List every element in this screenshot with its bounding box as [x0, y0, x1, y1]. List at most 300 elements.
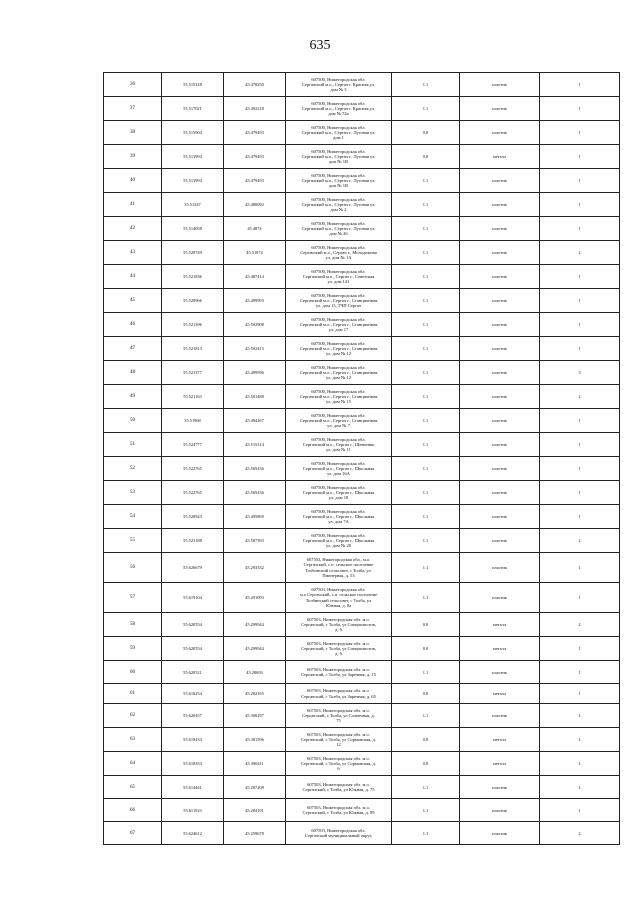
- table-row: [104, 121, 620, 145]
- latitude-cell: 55.528749: [162, 241, 224, 265]
- address-cell: [286, 505, 392, 529]
- row-number-cell: 51: [104, 433, 162, 457]
- longitude-cell: 45.299944: [224, 613, 286, 637]
- count-cell: 1: [540, 481, 620, 505]
- area-cell: 1.1: [392, 241, 460, 265]
- count-cell: 1: [540, 121, 620, 145]
- address-line: ул. дом 141: [327, 279, 350, 285]
- material-cell: пластик: [460, 481, 540, 505]
- address-line: 607500, Нижегородская обл.: [311, 244, 366, 250]
- latitude-cell: 55.619104: [162, 583, 224, 613]
- row-number-cell: 39: [104, 145, 162, 169]
- address-line: 607500, Нижегородская обл.: [311, 364, 366, 370]
- address-line: 607500, Нижегородская обл.: [311, 412, 366, 418]
- address-line: 607500, Нижегородская обл.: [311, 484, 366, 490]
- count-cell: 1: [540, 637, 620, 661]
- count-cell: 1: [540, 313, 620, 337]
- latitude-cell: 55.618353: [162, 752, 224, 776]
- latitude-cell: 55.522765: [162, 481, 224, 505]
- count-cell: 1: [540, 553, 620, 583]
- area-cell: 1.1: [392, 433, 460, 457]
- table-row: [104, 457, 620, 481]
- address-cell: [286, 433, 392, 457]
- longitude-cell: 45.301596: [224, 728, 286, 752]
- address-line: 607500, Нижегородская обл.: [311, 172, 366, 178]
- address-line: 607500, Нижегородская обл.: [311, 340, 366, 346]
- table-row: [104, 385, 620, 409]
- latitude-cell: 55.611923: [162, 799, 224, 822]
- table-row: [104, 337, 620, 361]
- address-cell: [286, 385, 392, 409]
- latitude-cell: 55.619433: [162, 728, 224, 752]
- address-line: Сергачский, с Толба, ул Солнечная, д.: [302, 712, 375, 718]
- address-line: Сергачский м.о., Сергач г., Советская: [302, 273, 375, 279]
- table-row: [104, 481, 620, 505]
- material-cell: металл: [460, 752, 540, 776]
- longitude-cell: 45.479493: [224, 169, 286, 193]
- area-cell: 0.8: [392, 121, 460, 145]
- material-cell: пластик: [460, 505, 540, 529]
- address-line: 607500, Нижегородская обл.: [311, 124, 366, 130]
- area-cell: 1.1: [392, 313, 460, 337]
- area-cell: 1.1: [392, 583, 460, 613]
- count-cell: 1: [540, 752, 620, 776]
- address-cell: [286, 409, 392, 433]
- longitude-cell: 45.4874: [224, 217, 286, 241]
- row-number-cell: 46: [104, 313, 162, 337]
- address-line: ул. дом 16А: [327, 471, 350, 477]
- latitude-cell: 55.523188: [162, 529, 224, 553]
- table-row: [104, 637, 620, 661]
- material-cell: металл: [460, 728, 540, 752]
- address-line: дом № 3: [330, 87, 347, 93]
- table-row: [104, 799, 620, 822]
- longitude-cell: 45.505436: [224, 481, 286, 505]
- address-line: Сергачский м.о., Сергач г., Школьная: [302, 537, 375, 543]
- latitude-cell: 55.522765: [162, 457, 224, 481]
- address-line: Южная, д. 8а: [325, 602, 352, 608]
- address-cell: [286, 481, 392, 505]
- table-row: [104, 409, 620, 433]
- material-cell: пластик: [460, 313, 540, 337]
- address-line: ул. дом 13, ТЧП Сергач: [315, 303, 361, 309]
- table-row: [104, 661, 620, 684]
- count-cell: 1: [540, 505, 620, 529]
- count-cell: 2: [540, 385, 620, 409]
- material-cell: пластик: [460, 385, 540, 409]
- area-cell: 0.8: [392, 728, 460, 752]
- area-cell: 1.1: [392, 73, 460, 97]
- longitude-cell: 45.300297: [224, 704, 286, 728]
- longitude-cell: 45.494267: [224, 409, 286, 433]
- longitude-cell: 45.287208: [224, 776, 286, 799]
- latitude-cell: 55.620554: [162, 637, 224, 661]
- material-cell: пластик: [460, 337, 540, 361]
- address-line: 607503, Нижегородская обл. м.о.: [307, 804, 370, 810]
- address-line: 607503, Нижегородская обл. м.о.: [307, 688, 370, 694]
- address-line: Сергачский м.о., Сергач г., Школьная: [302, 465, 375, 471]
- longitude-cell: 45.495869: [224, 505, 286, 529]
- address-line: 607500, Нижегородская обл.: [311, 508, 366, 514]
- longitude-cell: 45.487414: [224, 265, 286, 289]
- row-number-cell: 67: [104, 822, 162, 845]
- address-cell: [286, 169, 392, 193]
- table-row: [104, 73, 620, 97]
- address-line: ул. дом № 11: [326, 447, 351, 453]
- latitude-cell: 55.515128: [162, 73, 224, 97]
- row-number-cell: 65: [104, 776, 162, 799]
- count-cell: 1: [540, 193, 620, 217]
- address-line: 607503, Нижегородская обл., м.о.: [306, 557, 371, 563]
- address-line: 607500, Нижегородская обл.: [311, 460, 366, 466]
- address-line: дом № 2: [330, 207, 347, 213]
- address-line: Толбинский сельсовет, с Толба, ул.: [305, 567, 372, 573]
- address-line: 75: [336, 718, 341, 724]
- longitude-cell: 45.502415: [224, 337, 286, 361]
- row-number-cell: 36: [104, 73, 162, 97]
- address-line: Сергачский м.о., Сергач г., Станционная: [299, 345, 378, 351]
- longitude-cell: 45.479493: [224, 145, 286, 169]
- material-cell: пластик: [460, 704, 540, 728]
- table-row: [104, 265, 620, 289]
- material-cell: пластик: [460, 529, 540, 553]
- address-line: Сергачский, с Толба, ул Сормовская, д.: [301, 760, 376, 766]
- table-row: [104, 193, 620, 217]
- address-line: д. 6: [335, 627, 342, 633]
- row-number-cell: 47: [104, 337, 162, 361]
- longitude-cell: 45.492218: [224, 97, 286, 121]
- address-cell: [286, 457, 392, 481]
- latitude-cell: 55.521813: [162, 337, 224, 361]
- address-cell: [286, 361, 392, 385]
- address-cell: [286, 193, 392, 217]
- address-line: Толбинский сельсовет, с Толба, ул: [305, 597, 372, 603]
- count-cell: 2: [540, 822, 620, 845]
- row-number-cell: 41: [104, 193, 162, 217]
- latitude-cell: 55.513994: [162, 169, 224, 193]
- count-cell: 1: [540, 217, 620, 241]
- latitude-cell: 55.520966: [162, 289, 224, 313]
- address-line: ул. дом 7А: [328, 519, 349, 525]
- area-cell: 1.1: [392, 409, 460, 433]
- row-number-cell: 59: [104, 637, 162, 661]
- address-line: 607503, Нижегородская обл.: [311, 587, 366, 593]
- material-cell: металл: [460, 684, 540, 704]
- address-line: ул. дом № 15: [326, 399, 351, 405]
- material-cell: пластик: [460, 217, 540, 241]
- row-number-cell: 45: [104, 289, 162, 313]
- area-cell: 1.1: [392, 385, 460, 409]
- row-number-cell: 44: [104, 265, 162, 289]
- address-line: Сергачский м.о., Сергач г., Луговая ул.: [301, 153, 376, 159]
- table-row: [104, 822, 620, 845]
- address-cell: [286, 529, 392, 553]
- address-line: ул. дом № 7: [327, 423, 350, 429]
- address-cell: [286, 822, 392, 845]
- longitude-cell: 45.505436: [224, 457, 286, 481]
- area-cell: 0.8: [392, 684, 460, 704]
- table-row: [104, 217, 620, 241]
- address-cell: [286, 241, 392, 265]
- longitude-cell: 45.499993: [224, 289, 286, 313]
- address-line: 607503, Нижегородская обл. м.о.: [307, 781, 370, 787]
- address-line: 607500, Нижегородская обл.: [311, 76, 366, 82]
- address-line: Сергачский м.о., Сергач г., Луговая ул.: [301, 225, 376, 231]
- latitude-cell: 55.517021: [162, 97, 224, 121]
- area-cell: 1.1: [392, 457, 460, 481]
- address-cell: [286, 728, 392, 752]
- container-sites-table-wrap: [103, 72, 619, 845]
- table-row: [104, 684, 620, 704]
- material-cell: пластик: [460, 457, 540, 481]
- longitude-cell: 45.284191: [224, 799, 286, 822]
- latitude-cell: 55.521836: [162, 265, 224, 289]
- address-line: 607500, Нижегородская обл.: [311, 388, 366, 394]
- longitude-cell: 45.300411: [224, 752, 286, 776]
- address-line: Сергачский, с Толба, ул Заречная, д. 15: [301, 672, 376, 677]
- longitude-cell: 45.299944: [224, 637, 286, 661]
- row-number-cell: 43: [104, 241, 162, 265]
- latitude-cell: 55.620457: [162, 704, 224, 728]
- area-cell: 1.1: [392, 193, 460, 217]
- address-line: м.о Сергачский, с.п. сельское поселение: [299, 592, 378, 598]
- material-cell: пластик: [460, 583, 540, 613]
- table-row: [104, 553, 620, 583]
- latitude-cell: 55.620521: [162, 661, 224, 684]
- row-number-cell: 48: [104, 361, 162, 385]
- table-row: [104, 505, 620, 529]
- address-cell: [286, 583, 392, 613]
- container-sites-table: [103, 72, 620, 845]
- area-cell: 0.8: [392, 752, 460, 776]
- address-line: Сергачский, с Толба, ул Южная, д. 99: [302, 810, 375, 815]
- area-cell: 0.8: [392, 613, 460, 637]
- latitude-cell: 55.513994: [162, 145, 224, 169]
- address-cell: [286, 313, 392, 337]
- material-cell: пластик: [460, 776, 540, 799]
- address-cell: [286, 684, 392, 704]
- address-line: дом 1: [333, 135, 344, 141]
- address-line: Сергачский м.о., Сергач г., Станционная: [299, 369, 378, 375]
- count-cell: 2: [540, 529, 620, 553]
- count-cell: 1: [540, 704, 620, 728]
- address-line: 607503, Нижегородская обл. м.о.: [307, 616, 370, 622]
- count-cell: 1: [540, 684, 620, 704]
- page-number: 635: [309, 38, 331, 53]
- longitude-cell: 45.293532: [224, 553, 286, 583]
- count-cell: 1: [540, 776, 620, 799]
- row-number-cell: 63: [104, 728, 162, 752]
- material-cell: пластик: [460, 289, 540, 313]
- material-cell: пластик: [460, 361, 540, 385]
- row-number-cell: 42: [104, 217, 162, 241]
- address-line: Сергачский м.о., Сергач г., Школьная: [302, 513, 375, 519]
- count-cell: 1: [540, 433, 620, 457]
- address-line: Сергачский муниципальный округ,: [304, 833, 373, 838]
- row-number-cell: 50: [104, 409, 162, 433]
- table-row: [104, 529, 620, 553]
- area-cell: 1.1: [392, 337, 460, 361]
- row-number-cell: 58: [104, 613, 162, 637]
- longitude-cell: 45.28693: [224, 661, 286, 684]
- address-cell: [286, 661, 392, 684]
- table-row: [104, 313, 620, 337]
- material-cell: пластик: [460, 73, 540, 97]
- address-line: Сергачский, с Толба, ул Специалистов,: [301, 621, 376, 627]
- count-cell: 1: [540, 583, 620, 613]
- count-cell: 1: [540, 661, 620, 684]
- longitude-cell: 45.282165: [224, 684, 286, 704]
- address-cell: [286, 121, 392, 145]
- latitude-cell: 55.515904: [162, 121, 224, 145]
- address-cell: [286, 799, 392, 822]
- area-cell: 1.1: [392, 704, 460, 728]
- address-line: 607500, Нижегородская обл.: [311, 148, 366, 154]
- address-cell: [286, 752, 392, 776]
- address-line: Сергачский м.о., Сергач г., Станционная: [299, 297, 378, 303]
- table-row: [104, 728, 620, 752]
- material-cell: пластик: [460, 193, 540, 217]
- table-row: [104, 433, 620, 457]
- latitude-cell: 55.521163: [162, 385, 224, 409]
- area-cell: 1.1: [392, 97, 460, 121]
- address-cell: [286, 265, 392, 289]
- address-line: ул. дом 17: [328, 327, 349, 333]
- count-cell: 1: [540, 97, 620, 121]
- longitude-cell: 45.479493: [224, 121, 286, 145]
- material-cell: металл: [460, 613, 540, 637]
- address-line: дом № 26: [329, 231, 348, 237]
- address-line: 607500, Нижегородская обл.: [311, 268, 366, 274]
- area-cell: 1.1: [392, 217, 460, 241]
- address-line: Сергачский, с Толба, ул Южная, д. 75: [302, 787, 375, 792]
- row-number-cell: 53: [104, 481, 162, 505]
- row-number-cell: 52: [104, 457, 162, 481]
- longitude-cell: 45.507393: [224, 529, 286, 553]
- latitude-cell: 55.614441: [162, 776, 224, 799]
- material-cell: металл: [460, 145, 540, 169]
- latitude-cell: 55.521396: [162, 313, 224, 337]
- count-cell: 1: [540, 145, 620, 169]
- address-line: ул. дом № 1А: [325, 255, 352, 261]
- address-line: Сергачский м.о., Сергач г., Молодежная: [300, 249, 377, 255]
- row-number-cell: 54: [104, 505, 162, 529]
- address-line: дом № 1В: [328, 159, 349, 165]
- address-cell: [286, 704, 392, 728]
- table-row: [104, 752, 620, 776]
- longitude-cell: 45.480092: [224, 193, 286, 217]
- material-cell: пластик: [460, 241, 540, 265]
- address-line: 12: [336, 742, 341, 748]
- address-cell: [286, 337, 392, 361]
- address-line: 607500, Нижегородская обл.: [311, 220, 366, 226]
- address-cell: [286, 145, 392, 169]
- address-line: дом № 74а: [328, 111, 349, 117]
- address-line: Сергачский м.о., Сергач г. Красная ул.: [301, 81, 376, 87]
- address-cell: [286, 289, 392, 313]
- table-body: [104, 73, 620, 845]
- address-line: Сергачский, с Толба, ул Заречная, д. 65: [301, 693, 376, 699]
- count-cell: 1: [540, 169, 620, 193]
- material-cell: пластик: [460, 97, 540, 121]
- latitude-cell: 55.624612: [162, 822, 224, 845]
- latitude-cell: 55.514058: [162, 217, 224, 241]
- material-cell: пластик: [460, 661, 540, 684]
- address-line: ул. дом № 12: [326, 375, 351, 381]
- row-number-cell: 61: [104, 684, 162, 704]
- latitude-cell: 55.524777: [162, 433, 224, 457]
- material-cell: пластик: [460, 822, 540, 845]
- address-line: Сергачский м.о., Сергач г., Станционная: [299, 393, 378, 399]
- longitude-cell: 45.259678: [224, 822, 286, 845]
- longitude-cell: 45.515314: [224, 433, 286, 457]
- address-line: 607503, Нижегородская обл. м.о.: [307, 640, 370, 646]
- address-line: 6: [337, 766, 340, 772]
- row-number-cell: 55: [104, 529, 162, 553]
- address-line: Сергачский м.о., Сергач г., Станционная: [299, 321, 378, 327]
- count-cell: 2: [540, 241, 620, 265]
- address-line: Сергачский, с Толба, ул Специалистов,: [301, 645, 376, 651]
- address-line: д. 6: [335, 651, 342, 657]
- table-row: [104, 97, 620, 121]
- latitude-cell: 55.521377: [162, 361, 224, 385]
- area-cell: 1.1: [392, 289, 460, 313]
- count-cell: 1: [540, 409, 620, 433]
- address-line: ул. дом № 20: [326, 543, 351, 549]
- latitude-cell: 55.626679: [162, 553, 224, 583]
- table-row: [104, 169, 620, 193]
- area-cell: 1.1: [392, 481, 460, 505]
- material-cell: металл: [460, 637, 540, 661]
- address-cell: [286, 97, 392, 121]
- row-number-cell: 62: [104, 704, 162, 728]
- address-line: 607500, Нижегородская обл.: [311, 316, 366, 322]
- row-number-cell: 64: [104, 752, 162, 776]
- latitude-cell: 55.51968: [162, 409, 224, 433]
- area-cell: 1.1: [392, 661, 460, 684]
- row-number-cell: 66: [104, 799, 162, 822]
- material-cell: пластик: [460, 409, 540, 433]
- address-cell: [286, 73, 392, 97]
- address-line: Сергачский м.о., Сергач г., Луговая ул.: [301, 177, 376, 183]
- area-cell: 1.1: [392, 799, 460, 822]
- address-cell: [286, 637, 392, 661]
- address-line: Сергачский, с Толба, ул Сормовская, д.: [301, 736, 376, 742]
- area-cell: 1.1: [392, 169, 460, 193]
- address-line: 607500, Нижегородская обл.: [311, 196, 366, 202]
- material-cell: пластик: [460, 121, 540, 145]
- table-row: [104, 583, 620, 613]
- address-line: 607500, Нижегородская обл.: [311, 436, 366, 442]
- address-line: Сергачский, с.п. сельское поселение: [303, 562, 374, 568]
- address-line: Сергачский м.о., Сергач г., Шевченко: [302, 441, 375, 447]
- address-cell: [286, 217, 392, 241]
- row-number-cell: 60: [104, 661, 162, 684]
- material-cell: пластик: [460, 265, 540, 289]
- area-cell: 0.8: [392, 145, 460, 169]
- row-number-cell: 49: [104, 385, 162, 409]
- table-row: [104, 613, 620, 637]
- count-cell: 1: [540, 799, 620, 822]
- longitude-cell: 45.501488: [224, 385, 286, 409]
- row-number-cell: 56: [104, 553, 162, 583]
- longitude-cell: 45.478250: [224, 73, 286, 97]
- table-row: [104, 361, 620, 385]
- address-cell: [286, 613, 392, 637]
- latitude-cell: 55.51347: [162, 193, 224, 217]
- address-line: 607503, Нижегородская обл. м.о.: [307, 707, 370, 713]
- material-cell: пластик: [460, 169, 540, 193]
